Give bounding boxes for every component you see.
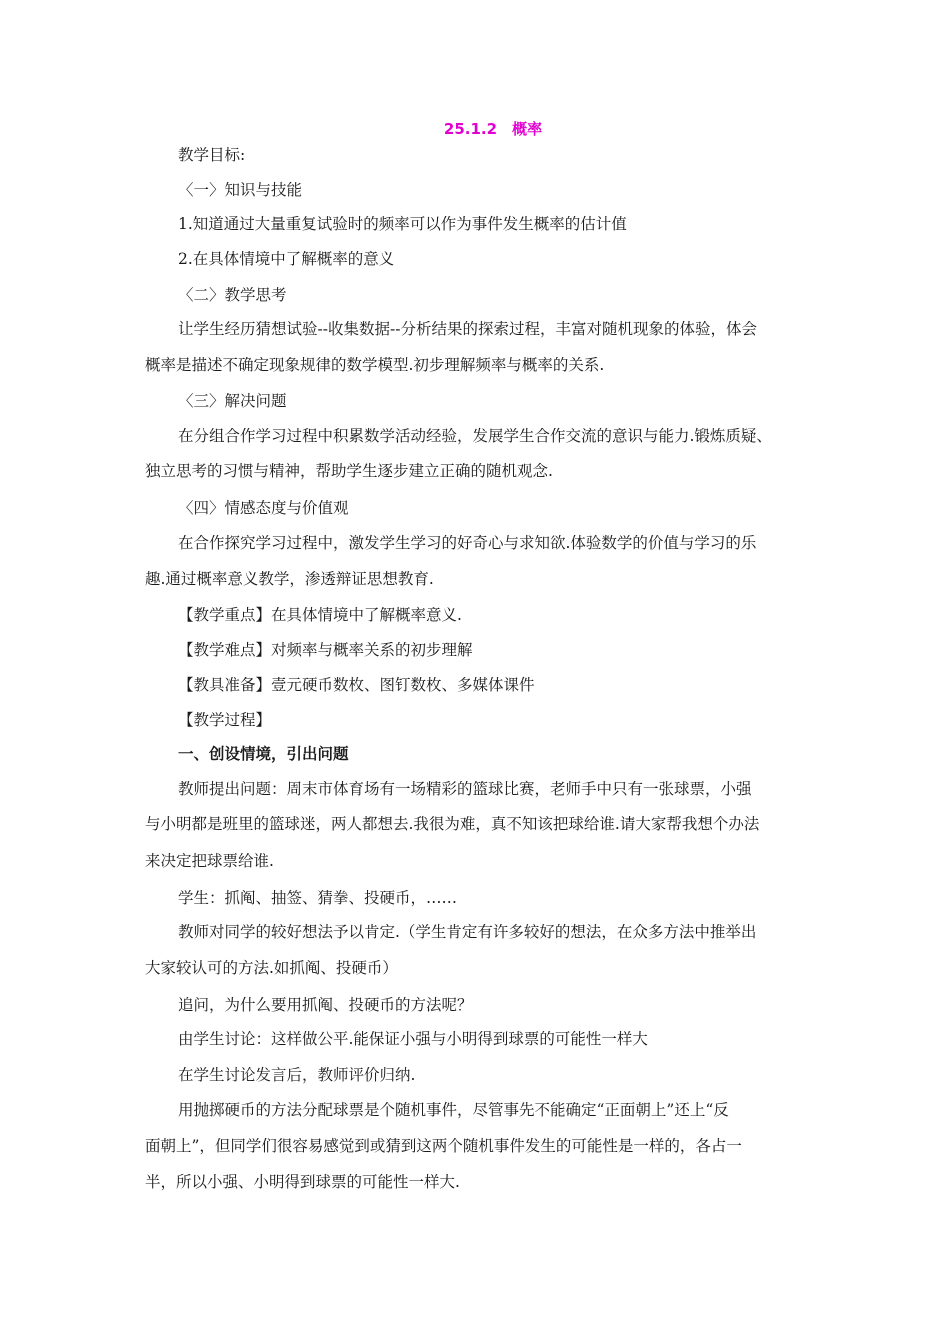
text-line: 〈四〉情感态度与价值观 [178, 499, 349, 517]
text-line: 让学生经历猜想试验--收集数据--分析结果的探索过程，丰富对随机现象的体验，体会 [178, 320, 757, 338]
text-line: 教师对同学的较好想法予以肯定.（学生肯定有许多较好的想法，在众多方法中推举出 [178, 923, 757, 941]
text-line: 独立思考的习惯与精神，帮助学生逐步建立正确的随机观念. [145, 462, 553, 480]
text-line: 趣.通过概率意义教学，渗透辩证思想教育. [145, 570, 434, 588]
text-line: 在合作探究学习过程中，激发学生学习的好奇心与求知欲.体验数学的价值与学习的乐 [178, 534, 757, 552]
text-line: 〈三〉解决问题 [178, 392, 287, 410]
text-line: 追问，为什么要用抓阄、投硬币的方法呢？ [178, 996, 473, 1014]
text-line: 【教学难点】对频率与概率关系的初步理解 [178, 641, 473, 659]
text-line: 教学目标: [178, 146, 246, 164]
text-line: 由学生讨论：这样做公平.能保证小强与小明得到球票的可能性一样大 [178, 1030, 648, 1048]
text-line: 1.知道通过大量重复试验时的频率可以作为事件发生概率的估计值 [178, 215, 627, 233]
text-line: 【教学重点】在具体情境中了解概率意义. [178, 606, 462, 624]
text-line: 教师提出问题：周末市体育场有一场精彩的篮球比赛，老师手中只有一张球票，小强 [178, 780, 752, 798]
text-line: 〈二〉教学思考 [178, 286, 287, 304]
text-line: 〈一〉知识与技能 [178, 181, 303, 199]
text-line: 在分组合作学习过程中积累数学活动经验，发展学生合作交流的意识与能力.锻炼质疑、 [178, 427, 772, 445]
text-line: 来决定把球票给谁. [145, 852, 274, 870]
text-line: 概率是描述不确定现象规律的数学模型.初步理解频率与概率的关系. [145, 356, 605, 374]
document-title: 25.1.2 概率 [443, 120, 543, 138]
text-line: 与小明都是班里的篮球迷，两人都想去.我很为难，真不知该把球给谁.请大家帮我想个办法 [145, 815, 760, 833]
text-line: 【教学过程】 [178, 711, 272, 729]
text-line: 用抛掷硬币的方法分配球票是个随机事件，尽管事先不能确定“正面朝上”还上“反 [178, 1101, 729, 1119]
text-line: 半，所以小强、小明得到球票的可能性一样大. [145, 1173, 460, 1191]
section-heading: 一、创设情境，引出问题 [178, 744, 349, 763]
text-line: 2.在具体情境中了解概率的意义 [178, 250, 395, 268]
text-line: 大家较认可的方法.如抓阄、投硬币） [145, 959, 398, 977]
text-line: 在学生讨论发言后，教师评价归纳. [178, 1066, 416, 1084]
text-line: 【教具准备】壹元硬币数枚、图钉数枚、多媒体课件 [178, 676, 535, 694]
text-line: 学生：抓阄、抽签、猜拳、投硬币，…… [178, 889, 458, 907]
text-line: 面朝上”，但同学们很容易感觉到或猜到这两个随机事件发生的可能性是一样的，各占一 [145, 1137, 742, 1155]
